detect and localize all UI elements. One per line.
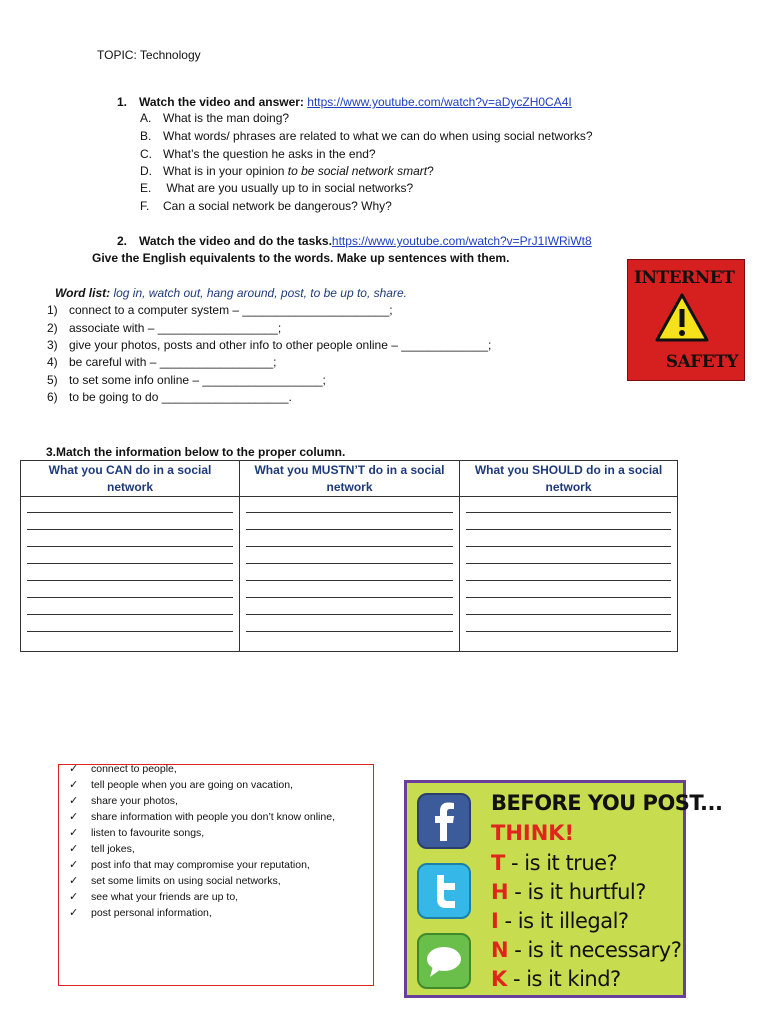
task1-heading-row — [139, 94, 572, 110]
question-e: What are you usually up to in social networks? — [163, 181, 414, 195]
question-a: What is the man doing? — [163, 111, 290, 125]
column-should-header-line2: network — [545, 480, 592, 494]
poster-letter: N — [491, 938, 509, 962]
check-icon: ✓ — [69, 795, 79, 807]
answer-line[interactable] — [466, 614, 671, 615]
list-item-text: post personal information, — [91, 907, 212, 919]
vocab-item-5: to set some info online – __________________; — [69, 373, 326, 387]
list-item — [69, 777, 293, 793]
check-icon: ✓ — [69, 875, 79, 887]
information-checklist — [58, 764, 374, 986]
answer-line[interactable] — [246, 597, 453, 598]
vocab-item-1-num: 1) — [47, 303, 58, 317]
answer-line[interactable] — [27, 563, 233, 564]
list-item — [69, 873, 281, 889]
list-item — [69, 905, 212, 921]
answer-line[interactable] — [466, 512, 671, 513]
question-b-letter: B. — [140, 129, 152, 143]
poster-row-i — [491, 909, 629, 933]
vocab-item-6-num: 6) — [47, 390, 58, 404]
poster-row-t — [491, 851, 617, 875]
answer-line[interactable] — [246, 529, 453, 530]
check-icon: ✓ — [69, 827, 79, 839]
list-item — [69, 761, 177, 777]
answer-line[interactable] — [466, 580, 671, 581]
question-d-end: ? — [427, 164, 434, 178]
question-d-italic: to be social network smart — [287, 164, 428, 178]
match-table — [20, 460, 678, 652]
vocab-item-4: be careful with – _________________; — [69, 355, 277, 369]
vocab-item-2-num: 2) — [47, 321, 58, 335]
answer-line[interactable] — [466, 546, 671, 547]
sign-line-safety: SAFETY — [665, 352, 738, 372]
question-a-letter: A. — [140, 111, 152, 125]
twitter-glyph — [419, 865, 469, 917]
answer-line[interactable] — [246, 546, 453, 547]
task1-video-link[interactable]: https://www.youtube.com/watch?v=aDycZH0CA4I — [307, 95, 572, 109]
chat-bubble-icon — [417, 933, 471, 989]
column-can — [21, 461, 240, 651]
question-d-text: What is in your opinion — [163, 164, 288, 178]
column-mustnt-header-line2: network — [326, 480, 373, 494]
list-item — [69, 889, 238, 905]
answer-line[interactable] — [466, 563, 671, 564]
poster-row-text: - is it kind? — [506, 967, 621, 991]
question-d-letter: D. — [140, 164, 152, 178]
word-list-words: log in, watch out, hang around, post, to be up to, share. — [110, 286, 407, 300]
list-item-text: see what your friends are up to, — [91, 891, 239, 903]
facebook-icon — [417, 793, 471, 849]
task2-number: 2. — [117, 234, 128, 248]
column-can-header-line1: What you CAN do in a social — [48, 463, 212, 477]
vocab-item-5-num: 5) — [47, 373, 58, 387]
check-icon: ✓ — [69, 779, 79, 791]
poster-think: THINK! — [491, 821, 575, 845]
check-icon: ✓ — [69, 891, 79, 903]
list-item — [69, 793, 178, 809]
vocab-item-3: give your photos, posts and other info to other people online – _____________; — [69, 338, 492, 352]
task2-heading: Watch the video and do the tasks. — [139, 234, 332, 248]
check-icon: ✓ — [69, 811, 79, 823]
poster-letter: I — [491, 909, 499, 933]
column-should — [460, 461, 677, 651]
vocab-item-2: associate with – __________________; — [69, 321, 282, 335]
list-item — [69, 841, 135, 857]
list-item-text: post info that may compromise your reputation, — [91, 859, 310, 871]
poster-row-h — [491, 880, 646, 904]
task1-heading: Watch the video and answer: — [139, 95, 304, 109]
vocab-item-4-num: 4) — [47, 355, 58, 369]
task2-instruction: Give the English equivalents to the words. Make up sentences with them. — [92, 251, 510, 265]
question-f-letter: F. — [140, 199, 150, 213]
check-icon: ✓ — [69, 843, 79, 855]
think-before-you-post-poster — [404, 780, 723, 998]
check-icon: ✓ — [69, 907, 79, 919]
vocab-item-3-num: 3) — [47, 338, 58, 352]
task2-heading-row — [139, 233, 592, 249]
sign-line-internet: INTERNET — [634, 268, 735, 288]
list-item-text: tell people when you are going on vacation, — [91, 779, 293, 791]
answer-line[interactable] — [466, 631, 671, 632]
chat-bubble-glyph — [419, 935, 469, 987]
poster-row-text: - is it hurtful? — [508, 880, 646, 904]
column-should-header-line1: What you SHOULD do in a social — [474, 463, 663, 477]
poster-title: BEFORE YOU POST... — [491, 791, 723, 815]
answer-line[interactable] — [466, 529, 671, 530]
task2-video-link[interactable]: https://www.youtube.com/watch?v=PrJ1IWRiWt8 — [331, 234, 592, 248]
poster-letter: H — [491, 880, 509, 904]
answer-line[interactable] — [27, 631, 233, 632]
answer-line[interactable] — [27, 546, 233, 547]
question-b: What words/ phrases are related to what we can do when using social networks? — [163, 129, 593, 143]
poster-letter: K — [491, 967, 507, 991]
list-item-text: listen to favourite songs, — [91, 827, 205, 839]
poster-letter: T — [491, 851, 505, 875]
answer-line[interactable] — [246, 563, 453, 564]
list-item-text: connect to people, — [91, 763, 177, 775]
list-item-text: share your photos, — [91, 795, 178, 807]
task3-heading: 3.Match the information below to the proper column. — [46, 445, 346, 459]
answer-line[interactable] — [246, 614, 453, 615]
poster-row-text: - is it illegal? — [498, 909, 629, 933]
facebook-glyph — [419, 795, 469, 847]
task1-number: 1. — [117, 95, 128, 109]
list-item — [69, 809, 335, 825]
answer-line[interactable] — [27, 614, 233, 615]
list-item — [69, 857, 310, 873]
list-item-text: set some limits on using social networks, — [91, 875, 281, 887]
answer-line[interactable] — [246, 631, 453, 632]
topic-title: TOPIC: Technology — [97, 48, 201, 62]
column-can-header-line2: network — [106, 480, 153, 494]
column-mustnt-header — [240, 461, 459, 497]
vocab-item-6: to be going to do ___________________. — [69, 390, 292, 404]
word-list-label: Word list: — [55, 286, 111, 300]
column-can-header — [21, 461, 239, 497]
warning-icon — [654, 292, 710, 344]
answer-line[interactable] — [27, 512, 233, 513]
list-item-text: tell jokes, — [91, 843, 135, 855]
column-mustnt-header-line1: What you MUSTN’T do in a social — [254, 463, 445, 477]
answer-line[interactable] — [466, 597, 671, 598]
answer-line[interactable] — [246, 580, 453, 581]
answer-line[interactable] — [246, 512, 453, 513]
list-item-text: share information with people you don’t know online, — [91, 811, 335, 823]
poster-row-text: - is it necessary? — [508, 938, 682, 962]
answer-line[interactable] — [27, 529, 233, 530]
column-should-header — [460, 461, 677, 497]
vocab-item-1: connect to a computer system – ______________________; — [69, 303, 393, 317]
poster-row-text: - is it true? — [504, 851, 618, 875]
question-c: What’s the question he asks in the end? — [163, 147, 376, 161]
column-mustnt — [240, 461, 460, 651]
question-c-letter: C. — [140, 147, 152, 161]
check-icon: ✓ — [69, 763, 79, 775]
internet-safety-sign — [627, 259, 745, 381]
question-d — [163, 163, 434, 179]
answer-line[interactable] — [27, 597, 233, 598]
word-list — [55, 285, 407, 301]
list-item — [69, 825, 204, 841]
twitter-icon — [417, 863, 471, 919]
poster-row-n — [491, 938, 681, 962]
question-e-letter: E. — [140, 181, 152, 195]
answer-line[interactable] — [27, 580, 233, 581]
check-icon: ✓ — [69, 859, 79, 871]
question-f: Can a social network be dangerous? Why? — [163, 199, 392, 213]
poster-row-k — [491, 967, 621, 991]
